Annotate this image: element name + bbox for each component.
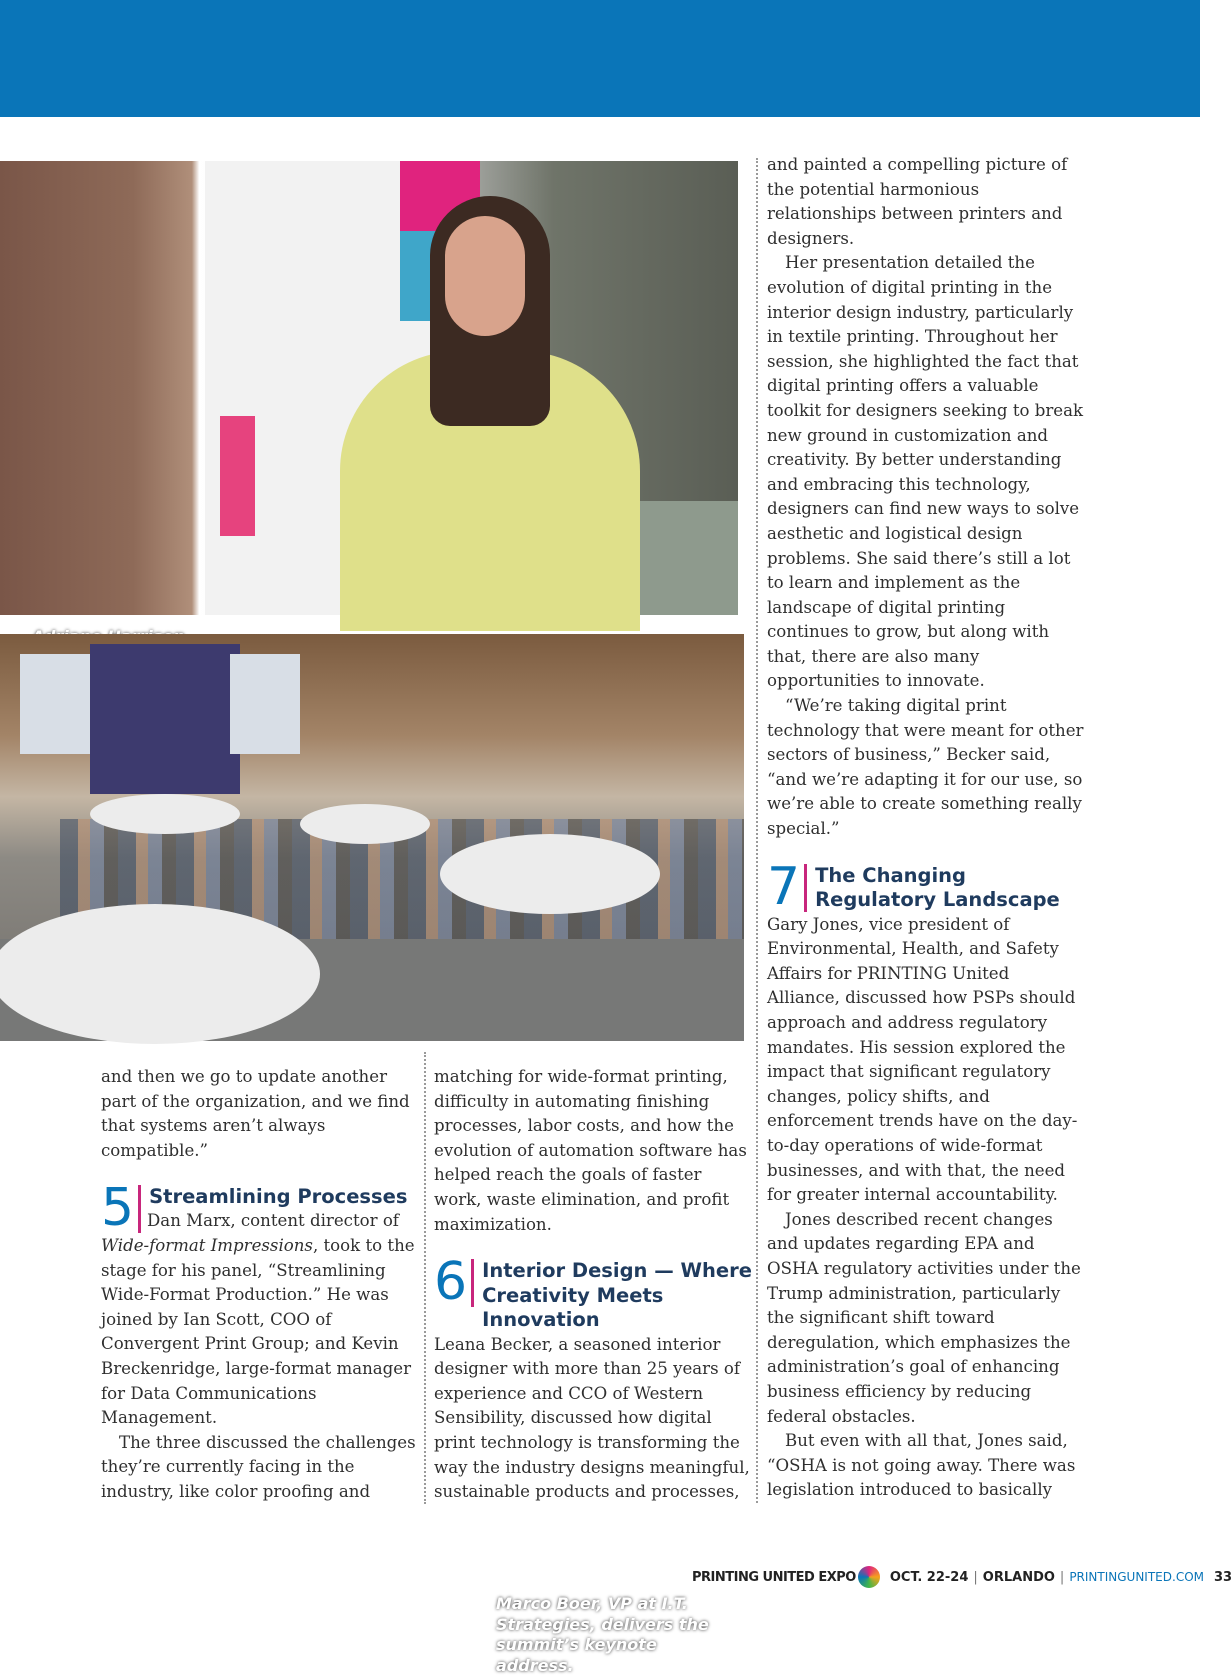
column-divider	[756, 158, 758, 1503]
round-table	[300, 804, 430, 844]
paragraph: and then we go to update another part of the organization, and we find that systems aren’t always compatible.”	[101, 1067, 410, 1160]
paragraph: and painted a compelling picture of the potential harmonious relationships between printers and designers.	[767, 155, 1068, 248]
paragraph: Her presentation detailed the evolution of digital printing in the interior design industry, particularly in textile printing. Throughout her session, she highlighted the fact that digital printing offers a valuable toolkit for designers seeking to break new ground in customization and creativity. By better understanding and embracing this technology, designers can find new ways to solve aesthetic and logistical design problems. She said there’s still a lot to learn and implement as the landscape of digital printing continues to grow, but along with that, there are also many opportunities to innovate.	[767, 253, 1084, 691]
paragraph	[101, 1209, 419, 1430]
stage-curtain	[90, 644, 240, 794]
screen-portrait	[220, 416, 255, 536]
event-date: OCT. 22-24	[889, 1569, 969, 1585]
logo-text: PRINTING UNITED EXPO	[692, 1569, 856, 1585]
section-number: 7	[767, 864, 807, 912]
speaker-face	[445, 216, 525, 336]
photo-caption-bottom: Marco Boer, VP at I.T. Strategies, delivers the summit’s keynote address.	[496, 1594, 709, 1675]
page-footer	[692, 1566, 1232, 1588]
paragraph: matching for wide-format printing, difficulty in automating finishing processes, labor costs, and how the evolution of automation software has helped reach the goals of faster work, waste elimination, and profit maximization.	[434, 1067, 747, 1234]
section-title: Interior Design — Where Creativity Meets Innovation	[482, 1259, 752, 1332]
publication-title: Wide-format Impressions	[101, 1235, 313, 1255]
speaker-photo	[0, 161, 738, 615]
footer-separator: |	[973, 1569, 978, 1585]
article-column-middle	[434, 1065, 754, 1505]
text-run: Dan Marx, content director of	[147, 1211, 399, 1231]
stage-screen-left	[20, 654, 90, 754]
paragraph: Leana Becker, a seasoned interior designer with more than 25 years of experience and CCO of Western Sensibility, discussed how digital print technology is transforming the way the industry designs meaningful, sustainable products and processes,	[434, 1334, 750, 1502]
paragraph: Jones described recent changes and updates regarding EPA and OSHA regulatory activities under the Trump administration, particularly the significant shift toward deregulation, which emphasizes the administration’s goal of enhancing business efficiency by reducing federal obstacles.	[767, 1209, 1081, 1426]
footer-separator: |	[1059, 1569, 1065, 1585]
round-table	[90, 794, 240, 834]
section-title: Streamlining Processes	[149, 1185, 408, 1209]
section-heading-7	[767, 856, 1087, 917]
section-number: 6	[434, 1259, 474, 1307]
page-number: 33	[1214, 1569, 1232, 1585]
event-city: ORLANDO	[982, 1569, 1055, 1585]
section-heading-6	[434, 1252, 754, 1333]
article-column-right	[767, 153, 1087, 1503]
round-table	[440, 834, 660, 914]
section-title: The Changing Regulatory Landscape	[815, 863, 1060, 912]
paragraph: Gary Jones, vice president of Environmental, Health, and Safety Affairs for PRINTING United Alliance, discussed how PSPs should approach and address regulatory mandates. His session explored the impact that significant regulatory changes, policy shifts, and enforcement trends have on the day-to-day operations of wide-format businesses, and with that, the need for greater internal accountability.	[767, 914, 1078, 1205]
footer-url-link[interactable]: PRINTINGUNITED.COM	[1069, 1570, 1204, 1584]
text-run: , took to the stage for his panel, “Streamlining Wide-Format Production.” He was joined by Ian Scott, COO of Convergent Print Group; and Kevin Breckenridge, large-format manager for Data Communications Management.	[101, 1235, 415, 1428]
stage-screen-right	[230, 654, 300, 754]
header-bar	[0, 0, 1200, 117]
paragraph: “We’re taking digital print technology that were meant for other sectors of business,” Becker said, “and we’re adapting it for our use, so we’re able to create something really special.”	[767, 696, 1084, 839]
column-divider	[424, 1052, 426, 1504]
paragraph: But even with all that, Jones said, “OSHA is not going away. There was legislation introduced to basically	[767, 1431, 1076, 1500]
article-column-left	[101, 1065, 419, 1505]
logo-ring-icon	[858, 1566, 880, 1588]
section-number: 5	[101, 1185, 141, 1233]
round-table	[0, 904, 320, 1044]
expo-logo	[692, 1566, 880, 1588]
paragraph: The three discussed the challenges they’re currently facing in the industry, like color proofing and	[101, 1432, 416, 1501]
